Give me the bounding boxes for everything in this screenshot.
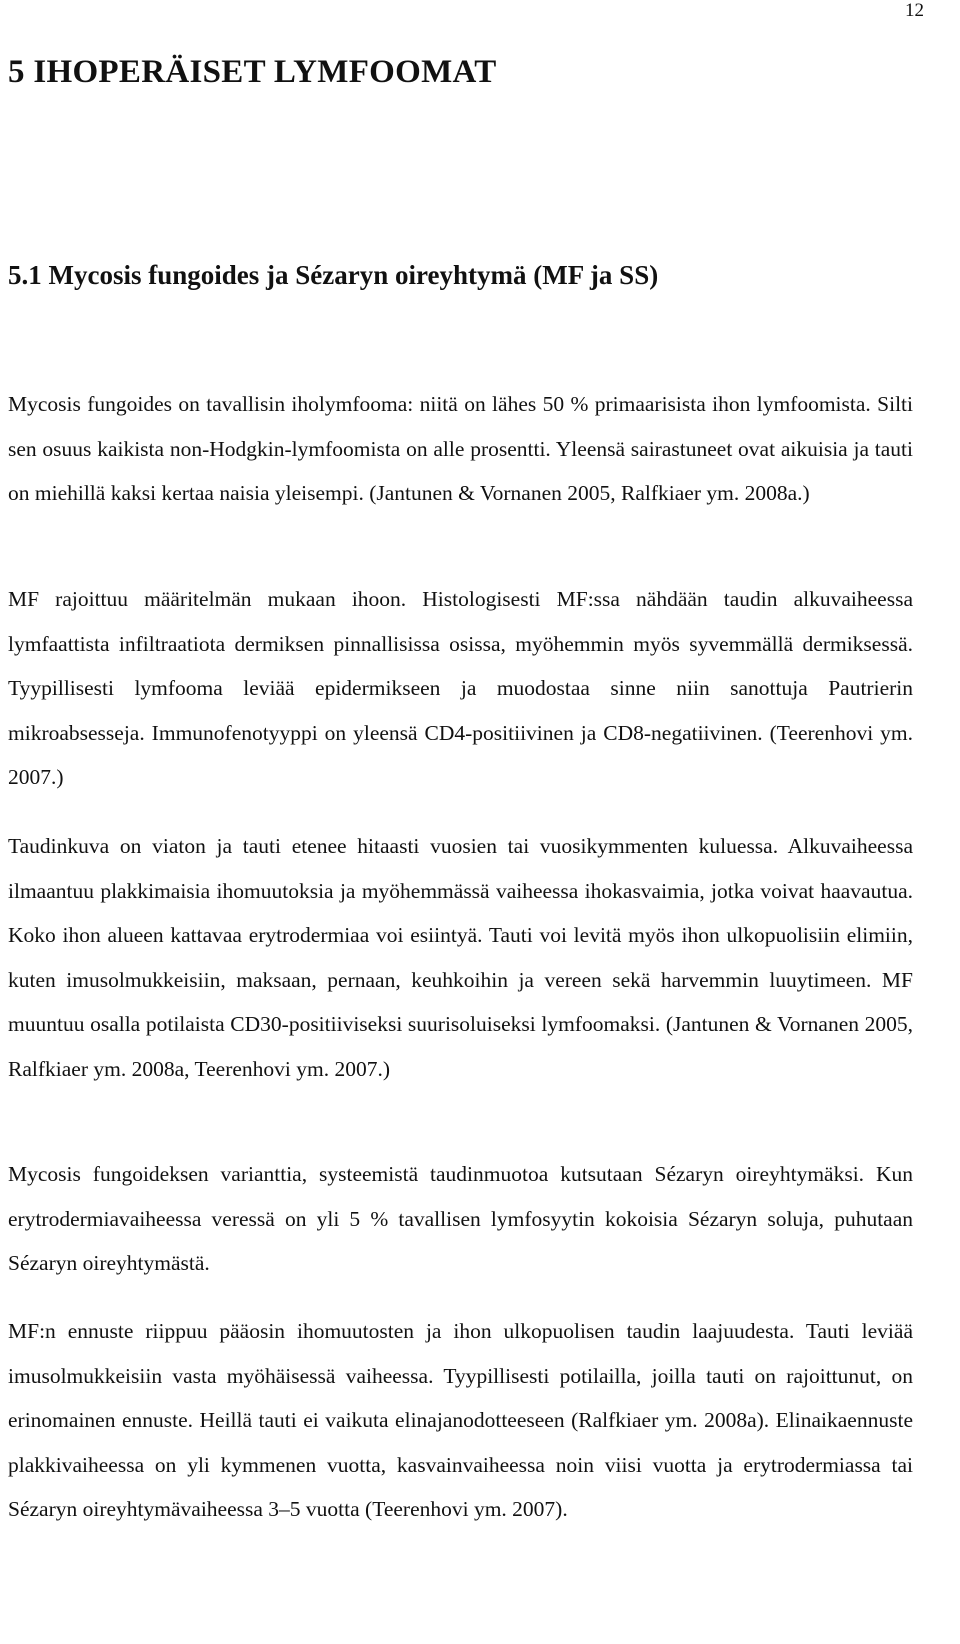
page-number: 12 bbox=[905, 0, 924, 21]
paragraph-clinical-picture: Taudinkuva on viaton ja tauti etenee hitaasti vuosien tai vuosikymmenten kuluessa. Alkuvaiheessa ilmaantuu plakkimaisia ihomuutoksia ja myöhemmässä vaiheessa ihokasvaimia, jotka voivat haavautua. Koko ihon alueen kattavaa erytrodermiaa voi esiintyä. Tauti voi levitä myös ihon ulkopuolisiin elimiin, kuten imusolmukkeisiin, maksaan, pernaan, keuhkoihin ja vereen sekä harvemmin luuytimeen. MF muuntuu osalla potilaista CD30-positiiviseksi suurisoluiseksi lymfoomaksi. (Jantunen & Vornanen 2005, Ralfkiaer ym. 2008a, Teerenhovi ym. 2007.) bbox=[8, 834, 913, 1081]
paragraph-prognosis: MF:n ennuste riippuu pääosin ihomuutosten ja ihon ulkopuolisen taudin laajuudesta. Tauti leviää imusolmukkeisiin vasta myöhäisessä vaiheessa. Tyypillisesti potilailla, joilla tauti on rajoittunut, on erinomainen ennuste. Heillä tauti ei vaikuta elinajanodotteeseen (Ralfkiaer ym. 2008a). Elinaikaennuste plakkivaiheessa on yli kymmenen vuotta, kasvainvaiheessa noin viisi vuotta ja erytrodermiassa tai Sézaryn oireyhtymävaiheessa 3–5 vuotta (Teerenhovi ym. 2007). bbox=[8, 1319, 913, 1521]
paragraph-prevalence: Mycosis fungoides on tavallisin iholymfooma: niitä on lähes 50 % primaarisista ihon lymfoomista. Silti sen osuus kaikista non-Hodgkin-lymfoomista on alle prosentti. Yleensä sairastuneet ovat aikuisia ja tauti on miehillä kaksi kertaa naisia yleisempi. (Jantunen & Vornanen 2005, Ralfkiaer ym. 2008a.) bbox=[8, 392, 913, 505]
paragraph-sezary-syndrome: Mycosis fungoideksen varianttia, systeemistä taudinmuotoa kutsutaan Sézaryn oireyhtymäksi. Kun erytrodermiavaiheessa veressä on yli 5 % tavallisen lymfosyytin kokoisia Sézaryn soluja, puhutaan Sézaryn oireyhtymästä. bbox=[8, 1162, 913, 1275]
chapter-title: 5 IHOPERÄISET LYMFOOMAT bbox=[8, 54, 497, 90]
paragraph-histology: MF rajoittuu määritelmän mukaan ihoon. Histologisesti MF:ssa nähdään taudin alkuvaiheessa lymfaattista infiltraatiota dermiksen pinnallisissa osissa, myöhemmin myös syvemmällä dermiksessä. Tyypillisesti lymfooma leviää epidermikseen ja muodostaa sinne niin sanottuja Pautrierin mikroabsesseja. Immunofenotyyppi on yleensä CD4-positiivinen ja CD8-negatiivinen. (Teerenhovi ym. 2007.) bbox=[8, 587, 913, 789]
section-title: 5.1 Mycosis fungoides ja Sézaryn oireyhtymä (MF ja SS) bbox=[8, 260, 659, 290]
